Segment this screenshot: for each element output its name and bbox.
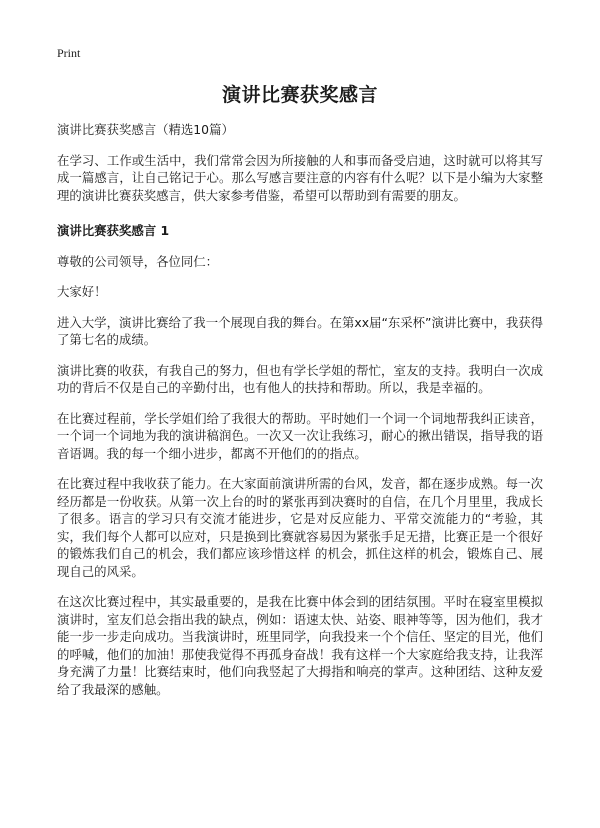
body-paragraph: 进入大学，演讲比赛给了我一个展现自我的舞台。在第xx届“东采杯”演讲比赛中，我获得了第七名的成绩。 <box>57 314 543 347</box>
body-paragraph: 大家好！ <box>57 284 107 299</box>
body-paragraph: 尊敬的公司领导，各位同仁： <box>57 253 219 269</box>
body-paragraph: 在比赛过程前，学长学姐们给了我很大的帮助。平时她们一个词一个词地帮我纠正读音，一个词一个词地为我的演讲稿润色。一次又一次让我练习，耐心的揪出错误，指导我的语音语调。我的每一个细小进步，都离不开他们的的指点。 <box>57 410 543 461</box>
document-subtitle: 演讲比赛获奖感言（精选10篇） <box>57 122 234 137</box>
body-paragraph: 在这次比赛过程中，其实最重要的，是我在比赛中体会到的团结氛围。平时在寝室里模拟演讲时，室友们总会指出我的缺点，例如：语速太快、站姿、眼神等等，因为他们，我才能一步一步走向成功。当我演讲时，班里同学，向我投来一个个信任、坚定的目光，他们的呼喊，他们的加油！那使我觉得不再孤身奋战！我有这样一个大家庭给我支持，让我浑身充满了力量！比赛结束时，他们向我竖起了大拇指和响亮的掌声。这种团结、这种友爱给了我最深的感触。 <box>57 594 543 697</box>
document-body <box>57 121 543 711</box>
print-link[interactable]: Print <box>57 46 81 60</box>
body-paragraph: 演讲比赛的收获，有我自己的努力，但也有学长学姐的帮忙，室友的支持。我明白一次成功的背后不仅是自己的辛勤付出，也有他人的扶持和帮助。所以，我是幸福的。 <box>57 362 543 395</box>
body-paragraph: 在比赛过程中我收获了能力。在大家面前演讲所需的台风，发音，都在逐步成熟。每一次经历都是一份收获。从第一次上台的时的紧张再到决赛时的自信，在几个月里里，我成长了很多。语言的学习只有交流才能进步，它是对反应能力、平常交流能力的“考验，其实，我们每个人都可以应对，只是换到比赛就容易因为紧张手足无措，比赛正是一个很好的锻炼我们自己的机会，我们都应该珍惜这样 的机会，抓住这样的机会，锻炼自己、展现自己的风采。 <box>57 476 543 579</box>
intro-paragraph: 在学习、工作或生活中，我们常常会因为所接触的人和事而备受启迪，这时就可以将其写成一篇感言，让自己铭记于心。那么写感言要注意的内容有什么呢？以下是小编为大家整理的演讲比赛获奖感言，供大家参考借鉴，希望可以帮助到有需要的朋友。 <box>57 152 543 203</box>
page-title: 演讲比赛获奖感言 <box>221 84 378 106</box>
section-heading: 演讲比赛获奖感言 1 <box>57 223 170 238</box>
